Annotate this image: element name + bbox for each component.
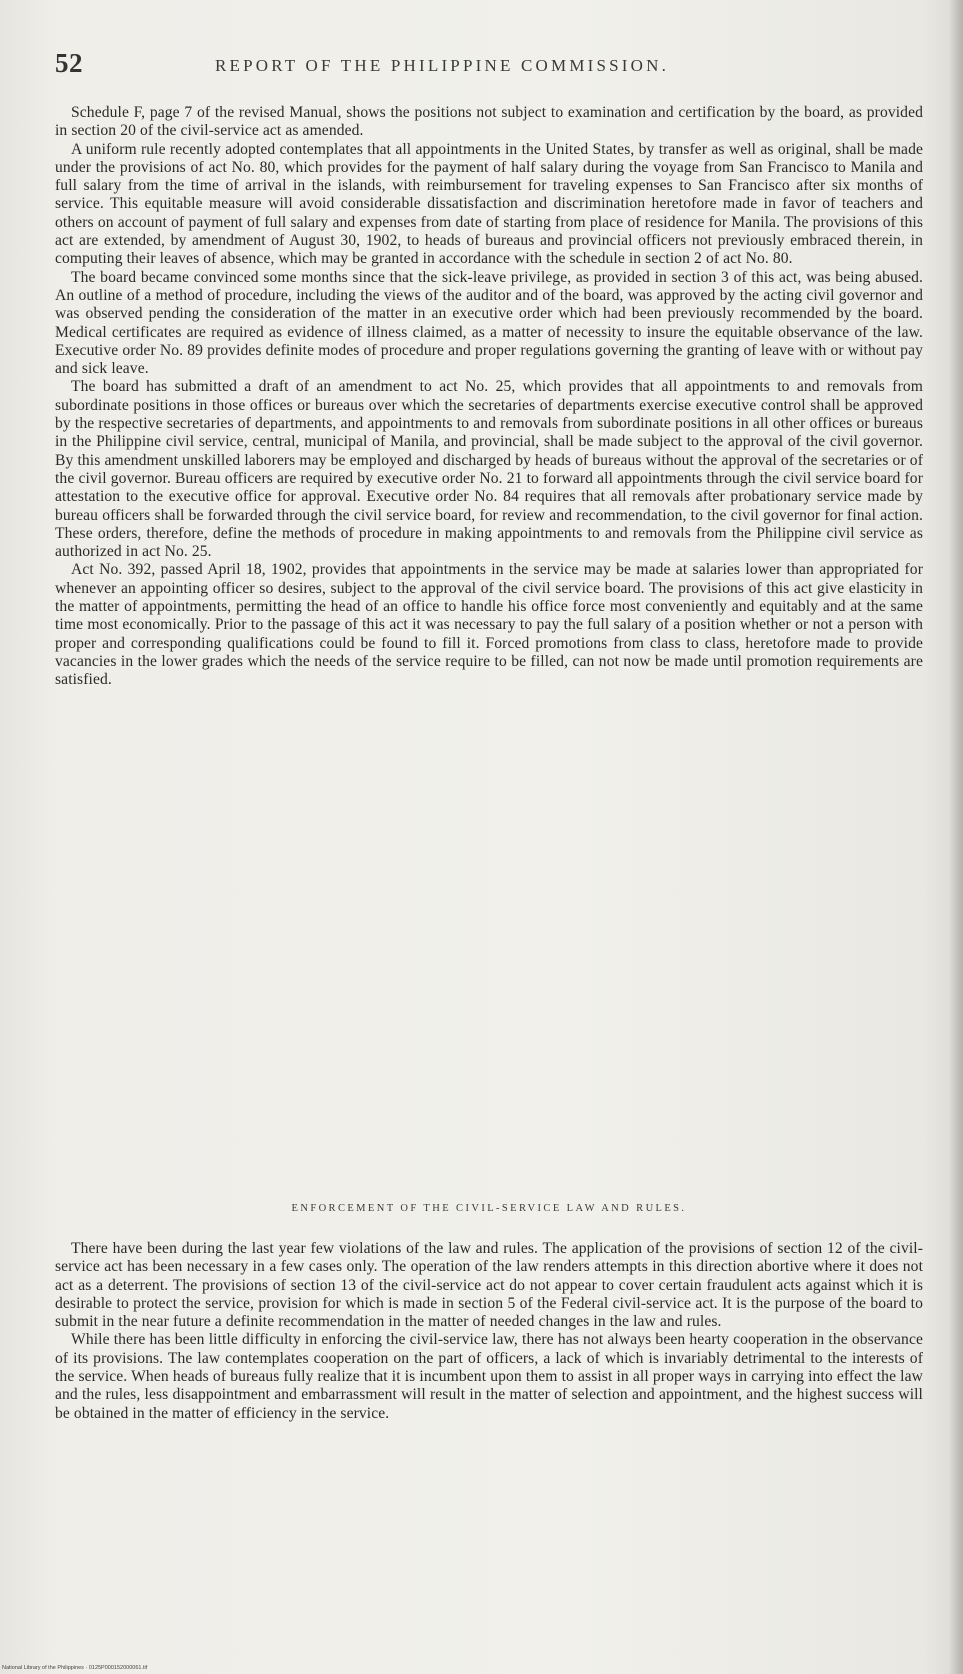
paragraph-cooperation: While there has been little difficulty in enforcing the civil-service law, there has not always been hearty cooperation in the observance of its provisions. The law contemplates cooperation on the part of officers, a lack of which is invariably detrimental to the interests of the service. When heads of bureaus fully realize that it is incumbent upon them to assist in all proper ways in carrying into effect the law and the rules, less disappointment and embarrassment will result in the matter of selection and appointment, and the highest success will be obtained in the matter of efficiency in the service.: [55, 1331, 923, 1422]
paragraph-act-392: Act No. 392, passed April 18, 1902, provides that appointments in the service may be made at salaries lower than appropriated for whenever an appointing officer so desires, subject to the approval of the civil service board. The provisions of this act give elasticity in the matter of appointments, permitting the head of an office to handle his office force most conveniently and equitably and at the same time most economically. Prior to the passage of this act it was necessary to pay the full salary of a position whether or not a person with proper and corresponding qualifications could be found to fill it. Forced promotions from class to class, heretofore made to provide vacancies in the lower grades which the needs of the service require to be filled, can not now be made until promotion requirements are satisfied.: [55, 561, 923, 689]
running-head: REPORT OF THE PHILIPPINE COMMISSION.: [215, 56, 670, 75]
page-number: 52: [55, 48, 83, 78]
paragraph-amendment-act-25: The board has submitted a draft of an amendment to act No. 25, which provides that all appointments to and removals from subordinate positions in those offices or bureaus over which the secretaries of departments exercise executive control shall be approved by the respective secretaries of departments, and appointments to and removals from subordinate positions in all other offices or bureaus in the Philippine civil service, central, municipal of Manila, and provincial, shall be made subject to the approval of the civil governor. By this amendment unskilled laborers may be employed and discharged by heads of bureaus without the approval of the secretaries or of the civil governor. Bureau officers are required by executive order No. 21 to forward all appointments through the civil service board for attestation to the executive office for approval. Executive order No. 84 requires that all removals after probationary service made by bureau officers shall be forwarded through the civil service board, for review and recommendation, to the civil governor for final action. These orders, therefore, define the methods of procedure in making appointments to and removals from the Philippine civil service as authorized in act No. 25.: [55, 378, 923, 561]
report-body: [55, 104, 923, 690]
section-heading-enforcement: ENFORCEMENT OF THE CIVIL-SERVICE LAW AND RULES.: [291, 1203, 687, 1214]
paragraph-violations: There have been during the last year few violations of the law and rules. The application of the provisions of section 12 of the civil-service act has been necessary in a few cases only. The operation of the law renders attempts in this direction abortive where it does not act as a deterrent. The provisions of section 13 of the civil-service act do not appear to cover certain fraudulent acts against which it is desirable to protect the service, provision for which is made in section 5 of the Federal civil-service act. It is the purpose of the board to submit in the near future a definite recommendation in the matter of needed changes in the law and rules.: [55, 1240, 923, 1331]
paragraph-schedule-f: Schedule F, page 7 of the revised Manual, shows the positions not subject to examination and certification by the board, as provided in section 20 of the civil-service act as amended.: [55, 104, 923, 140]
scan-credit-footer: National Library of the Philippines · 0125P000152000061.tif: [2, 1665, 148, 1671]
enforcement-section-body: [55, 1240, 923, 1423]
paragraph-sick-leave: The board became convinced some months since that the sick-leave privilege, as provided in section 3 of this act, was being abused. An outline of a method of procedure, including the views of the auditor and of the board, was approved by the acting civil governor and was observed pending the consideration of the matter in an executive order which had been previously recommended by the board. Medical certificates are required as evidence of illness claimed, as a matter of necessity to insure the equitable observance of the law. Executive order No. 89 provides definite modes of procedure and proper regulations governing the granting of leave with or without pay and sick leave.: [55, 268, 923, 378]
paragraph-uniform-rule: A uniform rule recently adopted contemplates that all appointments in the United States, by transfer as well as original, shall be made under the provisions of act No. 80, which provides for the payment of half salary during the voyage from San Francisco to Manila and full salary from the time of arrival in the islands, with reimbursement for traveling expenses to San Francisco after six months of service. This equitable measure will avoid considerable dissatisfaction and discrimination heretofore made in favor of teachers and others on account of payment of full salary and expenses from date of starting from place of residence for Manila. The provisions of this act are extended, by amendment of August 30, 1902, to heads of bureaus and provincial officers not previously embraced therein, in computing their leaves of absence, which may be granted in accordance with the schedule in section 2 of act No. 80.: [55, 140, 923, 268]
page-header: [55, 48, 915, 88]
page-edge-shadow: [949, 0, 963, 1674]
